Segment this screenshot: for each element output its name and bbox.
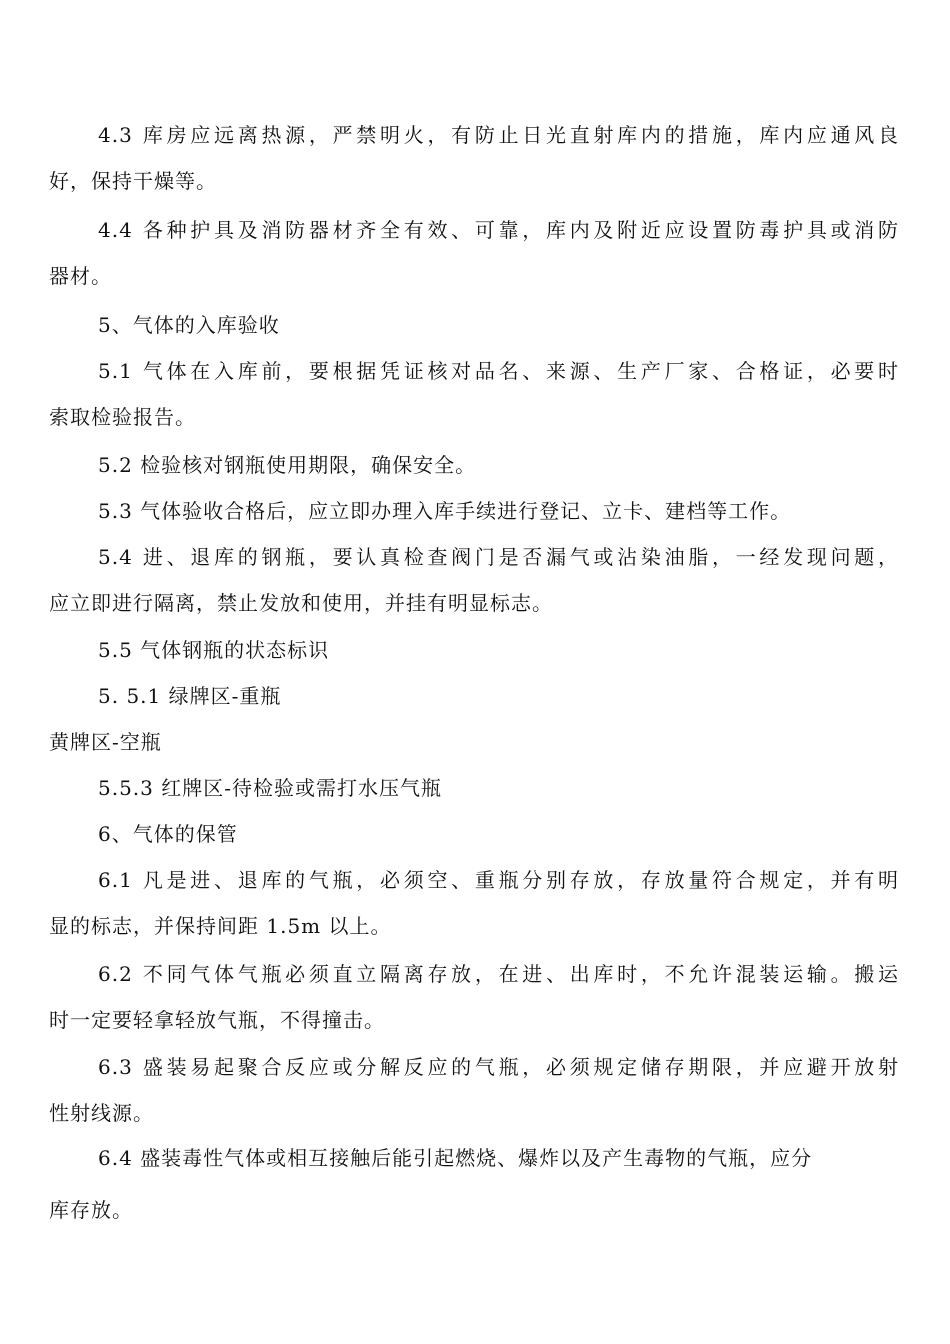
text-line: 6.1 凡是进、退库的气瓶，必须空、重瓶分别存放，存放量符合规定，并有明 bbox=[98, 868, 899, 892]
text-line: 5.1 气体在入库前，要根据凭证核对品名、来源、生产厂家、合格证，必要时 bbox=[98, 359, 899, 383]
paragraph-5-1 bbox=[49, 348, 899, 440]
text-line: 黄牌区-空瓶 bbox=[49, 730, 162, 754]
paragraph-5-5 bbox=[49, 627, 899, 673]
text-line: 4.4 各种护具及消防器材齐全有效、可靠，库内及附近应设置防毒护具或消防 bbox=[98, 218, 899, 242]
text-line: 4.3 库房应远离热源，严禁明火，有防止日光直射库内的措施，库内应通风良 bbox=[98, 123, 899, 147]
paragraph-6-3 bbox=[49, 1044, 899, 1136]
text-line: 器材。 bbox=[49, 264, 112, 288]
paragraph-5-5-1 bbox=[49, 673, 899, 719]
text-line: 好，保持干燥等。 bbox=[49, 169, 217, 193]
paragraph-6-2 bbox=[49, 951, 899, 1043]
text-line: 5.3 气体验收合格后，应立即办理入库手续进行登记、立卡、建档等工作。 bbox=[98, 499, 792, 523]
paragraph-5-5-3 bbox=[49, 765, 899, 811]
text-line: 5.5 气体钢瓶的状态标识 bbox=[98, 638, 330, 662]
text-line: 索取检验报告。 bbox=[49, 405, 196, 429]
paragraph-4-3 bbox=[49, 112, 899, 204]
paragraph-5-4 bbox=[49, 534, 899, 626]
text-line: 6.2 不同气体气瓶必须直立隔离存放，在进、出库时，不允许混装运输。搬运 bbox=[98, 962, 899, 986]
text-line: 5. 5.1 绿牌区-重瓶 bbox=[98, 684, 282, 708]
text-line: 5.5.3 红牌区-待检验或需打水压气瓶 bbox=[98, 776, 443, 800]
paragraph-4-4 bbox=[49, 207, 899, 299]
text-line: 5.2 检验核对钢瓶使用期限，确保安全。 bbox=[98, 453, 477, 477]
paragraph-6-4 bbox=[49, 1135, 899, 1233]
text-line: 显的标志，并保持间距 1.5m 以上。 bbox=[49, 914, 392, 938]
text-line: 性射线源。 bbox=[49, 1101, 154, 1125]
text-line: 5、气体的入库验收 bbox=[98, 313, 280, 337]
text-line: 库存放。 bbox=[49, 1198, 133, 1222]
text-line: 时一定要轻拿轻放气瓶，不得撞击。 bbox=[49, 1008, 385, 1032]
text-line: 6.4 盛装毒性气体或相互接触后能引起燃烧、爆炸以及产生毒物的气瓶，应分 bbox=[98, 1146, 813, 1170]
heading-section-5 bbox=[49, 302, 899, 348]
heading-section-6 bbox=[49, 811, 899, 857]
text-line: 6.3 盛装易起聚合反应或分解反应的气瓶，必须规定储存期限，并应避开放射 bbox=[98, 1055, 899, 1079]
text-line: 6、气体的保管 bbox=[98, 822, 238, 846]
text-line: 5.4 进、退库的钢瓶，要认真检查阀门是否漏气或沾染油脂，一经发现问题， bbox=[98, 545, 899, 569]
paragraph-yellow-zone bbox=[49, 719, 899, 765]
paragraph-6-1 bbox=[49, 857, 899, 949]
paragraph-5-2 bbox=[49, 442, 899, 488]
text-line: 应立即进行隔离，禁止发放和使用，并挂有明显标志。 bbox=[49, 591, 553, 615]
paragraph-5-3 bbox=[49, 488, 899, 534]
